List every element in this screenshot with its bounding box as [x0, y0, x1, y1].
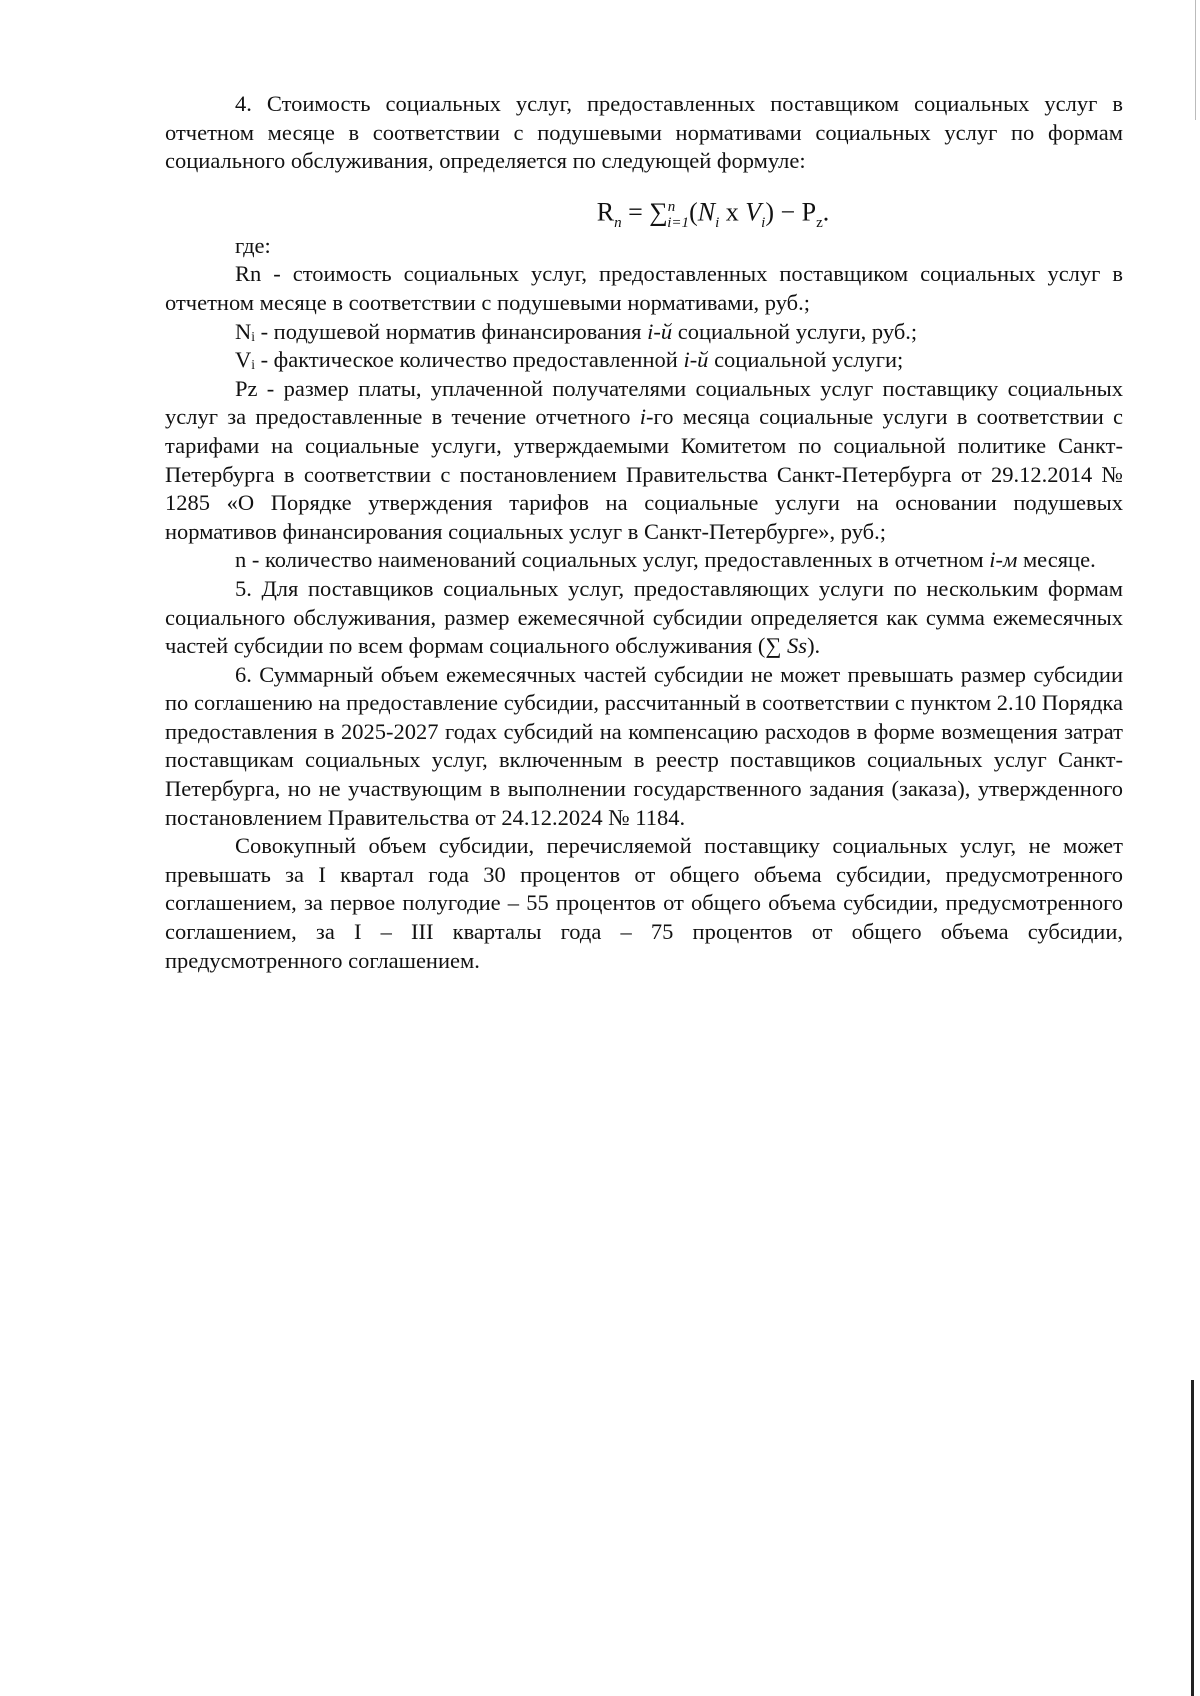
- scan-edge-shadow-bottom: [1191, 1380, 1194, 1696]
- formula-sum-sup: n: [667, 198, 676, 215]
- formula-n: N: [697, 197, 716, 227]
- document-body: [165, 90, 1123, 975]
- definition-ni: [165, 318, 1123, 347]
- definition-n-text-pre: - количество наименований социальных услуг, предоставленных в отчетном: [246, 547, 990, 573]
- definition-rn-symbol: Rn: [235, 261, 262, 287]
- formula-times: x: [719, 197, 746, 227]
- definition-pz-text-post: -го месяца социальные услуги в соответствии с тарифами на социальные услуги, утверждаемыми Комитетом по социальной политике Санкт-Петербурга в соответствии с постановлением Правительства Санкт-Петербурга от 29.12.2014 № 1285 «О Порядке утверждения тарифов на социальные услуги на основании подушевых нормативов финансирования социальных услуг в Санкт-Петербурге», руб.;: [165, 404, 1123, 544]
- formula-v-sub: i: [761, 214, 766, 231]
- scan-edge-shadow-top: [1195, 0, 1196, 120]
- paragraph-5: [165, 575, 1123, 661]
- paragraph-7: Совокупный объем субсидии, перечисляемой поставщику социальных услуг, не может превышать за I квартал года 30 процентов от общего объема субсидии, предусмотренного соглашением, за первое полугодие – 55 процентов от общего объема субсидии, предусмотренного соглашением, за I – III кварталы года – 75 процентов от общего объема субсидии, предусмотренного соглашением.: [165, 833, 1123, 973]
- formula-close-minus: ) − P: [765, 197, 817, 227]
- definition-n: [165, 546, 1123, 575]
- paragraph-5-text-pre: 5. Для поставщиков социальных услуг, предоставляющих услуги по нескольким формам социального обслуживания, размер ежемесячной субсидии определяется как сумма ежемесячных частей субсидии по всем формам социального обслуживания (: [165, 575, 1123, 659]
- formula-eq-sum: = ∑: [621, 197, 668, 227]
- definition-ni-italic: i-й: [647, 318, 673, 344]
- definition-vi-text-post: социальной услуги;: [708, 347, 904, 373]
- formula-end: .: [822, 197, 830, 227]
- definition-rn-text: - стоимость социальных услуг, предоставленных поставщиком социальных услуг в отчетном месяце в соответствии с подушевыми нормативами, руб.;: [165, 261, 1123, 315]
- paragraph-4: 4. Стоимость социальных услуг, предоставленных поставщиком социальных услуг в отчетном месяце в соответствии с подушевыми нормативами социальных услуг по формам социального обслуживания, определяется по следующей формуле:: [165, 91, 1123, 174]
- definition-vi-symbol: Vᵢ: [235, 347, 255, 373]
- formula-pz-sub: z: [816, 214, 823, 231]
- definition-rn: [165, 260, 1123, 317]
- definition-vi: [165, 346, 1123, 375]
- definition-n-text-post: месяце.: [1017, 547, 1096, 573]
- where-label: где:: [235, 232, 271, 258]
- definition-ni-text-pre: - подушевой норматив финансирования: [254, 318, 648, 344]
- definition-pz-text-pre: - размер платы, уплаченной получателями социальных услуг поставщику социальных услуг за предоставленные в течение отчетного: [165, 375, 1123, 430]
- paragraph-6: 6. Суммарный объем ежемесячных частей субсидии не может превышать размер субсидии по соглашению на предоставление субсидии, рассчитанный в соответствии с пунктом 2.10 Порядка предоставления в 2025-2027 годах субсидий на компенсацию расходов в форме возмещения затрат поставщикам социальных услуг, включенным в реестр поставщиков социальных услуг Санкт-Петербурга, но не участвующим в выполнении государственного задания (заказа), утвержденного постановлением Правительства от 24.12.2024 № 1184.: [165, 661, 1123, 830]
- definition-pz-symbol: Pz: [235, 375, 258, 401]
- definition-vi-italic: i-й: [683, 347, 709, 373]
- definition-pz: [165, 375, 1123, 547]
- definition-pz-italic: i: [639, 404, 647, 430]
- definition-n-symbol: n: [235, 547, 247, 573]
- formula-r: R: [596, 197, 615, 227]
- formula-rn: [165, 184, 1123, 230]
- formula-n-sub: i: [715, 214, 720, 231]
- paragraph-5-text-post: ).: [807, 633, 821, 659]
- formula-r-sub: n: [614, 214, 622, 231]
- formula-sum-sub: i=1: [667, 214, 690, 231]
- paragraph-5-sum-symbol: ∑ Ss: [765, 633, 808, 659]
- formula-open: (: [689, 197, 698, 227]
- definition-vi-text-pre: - фактическое количество предоставленной: [254, 347, 684, 373]
- definition-ni-symbol: Nᵢ: [235, 318, 255, 344]
- formula-v: V: [745, 197, 762, 227]
- definition-n-italic: i-м: [989, 547, 1018, 573]
- definition-ni-text-post: социальной услуги, руб.;: [672, 318, 918, 344]
